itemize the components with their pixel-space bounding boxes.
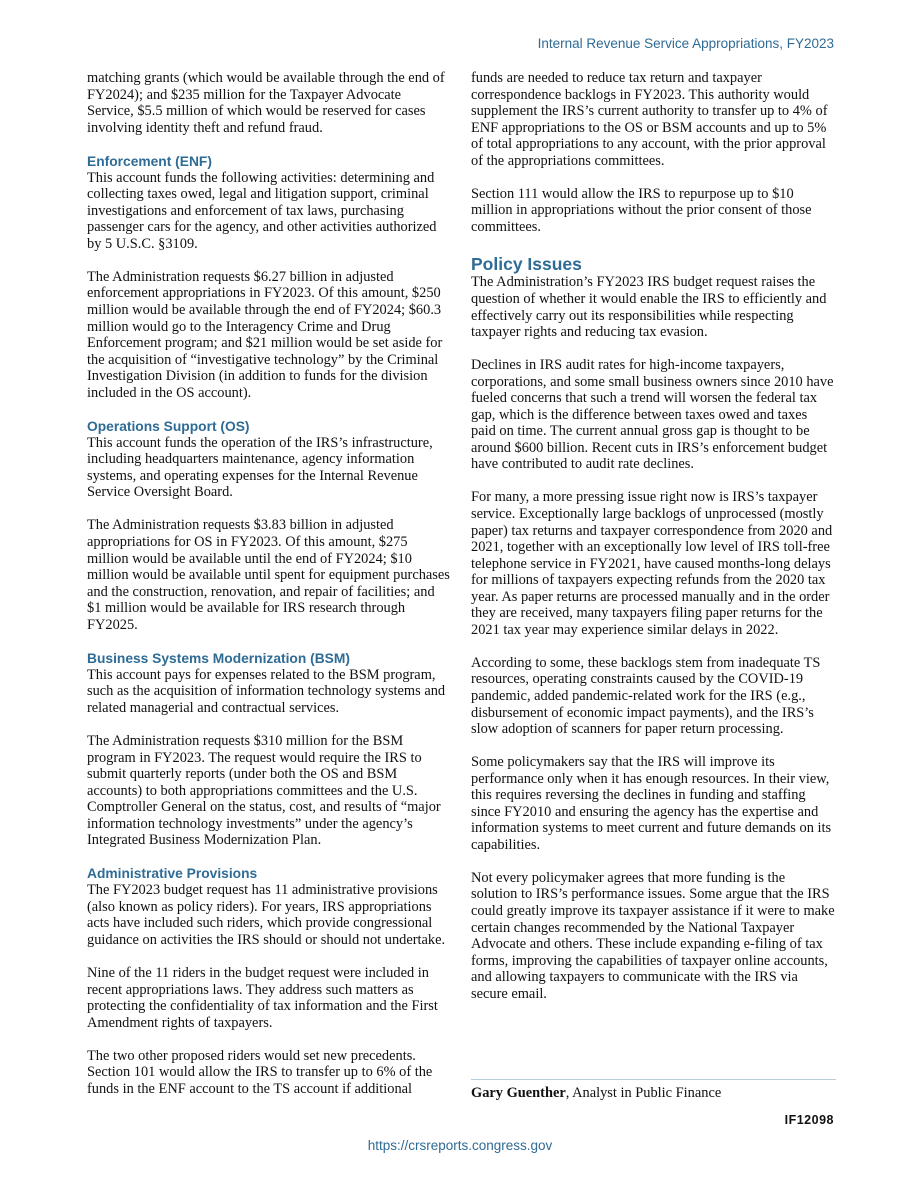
- paragraph: This account funds the following activities: determining and collecting taxes owed, legal and litigation support, criminal investigations and enforcement of tax laws, purchasing passenger cars for the agency, and other activities authorized by 5 U.S.C. §3109.: [87, 169, 437, 252]
- paragraph: This account funds the operation of the IRS’s infrastructure, including headquarters maintenance, agency information systems, and operating expenses for the Internal Revenue Service Oversight Board.: [87, 434, 433, 501]
- paragraph: Nine of the 11 riders in the budget request were included in recent appropriations laws. They address such matters as protecting the confidentiality of tax information and the First Amendment rights of taxpayers.: [87, 964, 438, 1031]
- right-column: [471, 70, 835, 1019]
- paragraph: Not every policymaker agrees that more funding is the solution to IRS’s performance issues. Some argue that the IRS could greatly improve its taxpayer assistance if it were to make certain changes recommended by the National Taxpayer Advocate and others. These include expanding e-filing of tax forms, improving the capabilities of taxpayer online accounts, and allowing taxpayers to communicate with the IRS via secure email.: [471, 869, 835, 1002]
- author-divider: [471, 1079, 836, 1080]
- author-title: , Analyst in Public Finance: [565, 1085, 722, 1101]
- paragraph: The FY2023 budget request has 11 administrative provisions (also known as policy riders). For years, IRS appropriations acts have included such riders, which provide congressional guidance on activities the IRS should or should not undertake.: [87, 882, 446, 948]
- author-name: Gary Guenther: [471, 1085, 566, 1101]
- administrative-provisions-heading: Administrative Provisions: [87, 866, 258, 882]
- enforcement-heading: Enforcement (ENF): [87, 153, 212, 169]
- paragraph: For many, a more pressing issue right now is IRS’s taxpayer service. Exceptionally large backlogs of unprocessed (mostly paper) tax returns and taxpayer correspondence from 2020 and 2021, together with an exceptionally low level of IRS toll-free telephone service in FY2021, have caused months-long delays for millions of taxpayers expecting refunds from the 2020 tax year. As paper returns are processed manually and in the order they are received, many taxpayers filing paper returns for the 2021 tax year may experience similar delays in 2022.: [471, 489, 833, 638]
- paragraph: The Administration’s FY2023 IRS budget request raises the question of whether it would enable the IRS to efficiently and effectively carry out its responsibilities while respecting taxpayer rights and reducing tax evasion.: [471, 274, 827, 341]
- left-column: [87, 70, 450, 1114]
- paragraph: The Administration requests $3.83 billion in adjusted appropriations for OS in FY2023. Of this amount, $275 million would be available until the end of FY2024; $10 million would be available until spent for equipment purchases and the construction, renovation, and repair of facilities; and $1 million would be available for IRS research through FY2025.: [87, 517, 450, 633]
- paragraph: The two other proposed riders would set new precedents. Section 101 would allow the IRS to transfer up to 6% of the funds in the ENF account to the TS account if additional: [87, 1047, 433, 1097]
- paragraph: The Administration requests $310 million for the BSM program in FY2023. The request would require the IRS to submit quarterly reports (under both the OS and BSM accounts) to both appropriations committees and the U.S. Comptroller General on the status, cost, and results of “major information technology investments” under the agency’s Integrated Business Modernization Plan.: [87, 732, 441, 849]
- paragraph: Section 111 would allow the IRS to repurpose up to $10 million in appropriations without the prior consent of those committees.: [471, 185, 812, 235]
- paragraph: The Administration requests $6.27 billion in adjusted enforcement appropriations in FY2023. Of this amount, $250 million would be available through the end of FY2024; $60.3 million would go to the Interagency Crime and Drug Enforcement program; and $21 million would be set aside for the acquisition of “investigative technology” by the Criminal Investigation Division (in addition to funds for the division included in the OS account).: [87, 268, 443, 401]
- bsm-heading: Business Systems Modernization (BSM): [87, 650, 350, 666]
- paragraph: Declines in IRS audit rates for high-income taxpayers, corporations, and some small business owners since 2010 have fueled concerns that such a trend will worsen the federal tax gap, which is the difference between taxes owed and taxes paid on time. The current annual gross gap is thought to be around $600 billion. Recent cuts in IRS’s enforcement budget have contributed to audit rate declines.: [471, 357, 834, 473]
- running-header: Internal Revenue Service Appropriations, FY2023: [537, 36, 834, 51]
- report-id: IF12098: [784, 1113, 834, 1127]
- operations-support-heading: Operations Support (OS): [87, 418, 250, 434]
- author-line: [471, 1085, 721, 1102]
- paragraph: matching grants (which would be available through the end of FY2024); and $235 million for the Taxpayer Advocate Service, $5.5 million of which would be reserved for cases involving identity theft and refund fraud.: [87, 70, 445, 136]
- paragraph: This account pays for expenses related to the BSM program, such as the acquisition of information technology systems and related managerial and contractual services.: [87, 666, 446, 716]
- policy-issues-heading: Policy Issues: [471, 254, 582, 275]
- paragraph: funds are needed to reduce tax return and taxpayer correspondence backlogs in FY2023. This authority would supplement the IRS’s current authority to transfer up to 4% of ENF appropriations to the OS or BSM accounts and up to 5% of total appropriations to any account, with the prior approval of the appropriations committees.: [471, 70, 828, 169]
- crs-reports-link[interactable]: https://crsreports.congress.gov: [367, 1138, 553, 1153]
- paragraph: Some policymakers say that the IRS will improve its performance only when it has enough resources. In their view, this requires reversing the declines in funding and staffing since FY2010 and ensuring the agency has the expertise and information systems to meet current and future demands on its capabilities.: [471, 754, 832, 853]
- paragraph: According to some, these backlogs stem from inadequate TS resources, operating constraints caused by the COVID-19 pandemic, added pandemic-related work for the IRS (e.g., disbursement of economic impact payments), and the IRS’s slow adoption of scanners for paper return processing.: [471, 654, 821, 738]
